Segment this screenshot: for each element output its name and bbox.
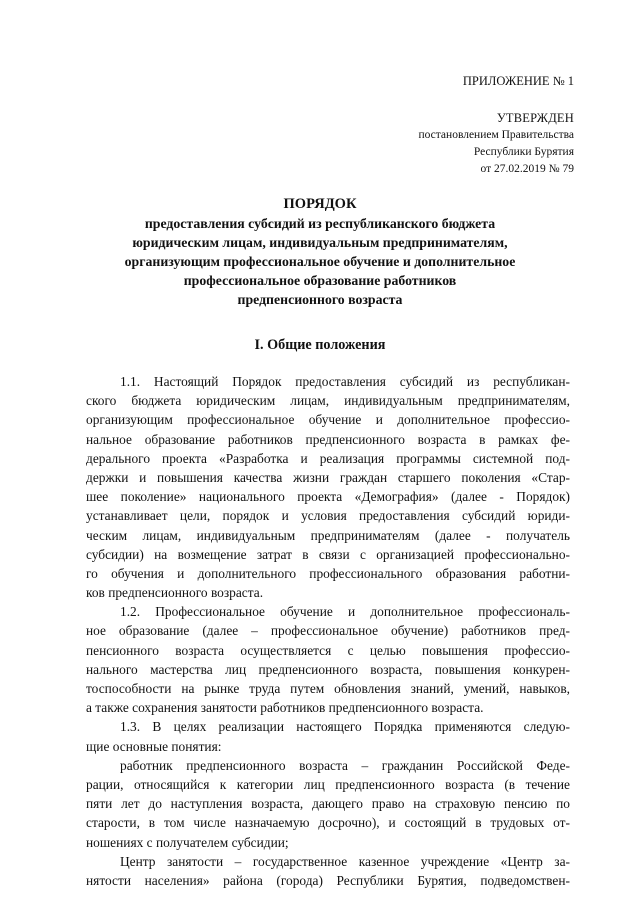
text-line: 1.3. В целях реализации настоящего Порядка применяются следую- [120, 719, 570, 735]
approved-by-line-1: постановлением Правительства [418, 129, 574, 141]
text-line: пяти лет до наступления возраста, дающего право на страховую пенсию по [86, 796, 570, 812]
text-line: ков предпенсионного возраста. [86, 585, 264, 601]
text-line: старости, в том числе назначаемую досрочно), и состоящий в трудовых от- [86, 815, 570, 831]
text-line: тоспособности на рынке труда путем обновления знаний, умений, навыков, [86, 681, 570, 696]
text-line: Центр занятости – государственное казенное учреждение «Центр за- [120, 853, 570, 869]
title-line: профессиональное образование работников [183, 273, 457, 288]
text-line: субсидии) на возмещение затрат в связи с организацией профессионально- [86, 546, 570, 562]
text-line: 1.1. Настоящий Порядок предоставления субсидий из республикан- [120, 374, 570, 389]
text-line: нального мастерства лиц предпенсионного возраста, повышения конкурен- [86, 661, 570, 677]
text-line: работник предпенсионного возраста – гражданин Российской Феде- [120, 757, 570, 773]
section-heading: I. Общие положения [254, 337, 386, 353]
approved-label: УТВЕРЖДЕН [496, 111, 574, 125]
approved-date: от 27.02.2019 № 79 [480, 163, 574, 175]
approved-by-line-2: Республики Бурятия [473, 146, 574, 158]
title-line: организующим профессиональное обучение и дополнительное [124, 254, 516, 269]
text-line: ческим лицам, индивидуальным предпринимателям (далее - получатель [86, 527, 570, 543]
title-line: предпенсионного возраста [237, 292, 403, 307]
text-line: нятости населения» района (города) Республики Бурятия, подведомствен- [86, 872, 570, 888]
text-line: держки и повышения качества жизни граждан старшего поколения «Стар- [86, 469, 570, 485]
title-line: юридическим лицам, индивидуальным предпринимателям, [132, 235, 508, 250]
text-line: дерального проекта «Разработка и реализация программы системной под- [86, 450, 570, 466]
text-line: щие основные понятия: [86, 738, 222, 754]
text-line: шее поколение» национального проекта «Демография» (далее - Порядок) [86, 489, 570, 505]
text-line: 1.2. Профессиональное обучение и дополнительное профессиональ- [120, 604, 570, 620]
title-subtitle [60, 214, 580, 309]
text-line: а также сохранения занятости работников предпенсионного возраста. [86, 700, 484, 716]
text-line: ное образование (далее – профессиональное обучение) работников пред- [86, 623, 570, 639]
title-line: предоставления субсидий из республиканского бюджета [144, 216, 496, 231]
text-line: устанавливает цели, порядок и условия предоставления субсидий юриди- [86, 508, 570, 524]
appendix-label: ПРИЛОЖЕНИЕ № 1 [462, 74, 574, 88]
text-line: ского бюджета юридическим лицам, индивидуальным предпринимателям, [86, 393, 570, 409]
text-line: рации, относящийся к категории лиц предпенсионного возраста (в течение [86, 776, 570, 792]
document-title [60, 194, 580, 309]
text-line: организующим профессиональное обучение и дополнительное профессио- [86, 412, 570, 428]
approval-stamp [418, 110, 574, 178]
text-line: нальное образование работников предпенсионного возраста в рамках фе- [86, 431, 570, 447]
text-line: го обучения и дополнительного профессионального образования работни- [86, 565, 570, 581]
text-line: пенсионного возраста осуществляется с целью повышения профессио- [86, 642, 570, 658]
body-text [86, 372, 570, 890]
text-line: ношениях с получателем субсидии; [86, 834, 289, 850]
title-main: ПОРЯДОК [283, 196, 357, 212]
